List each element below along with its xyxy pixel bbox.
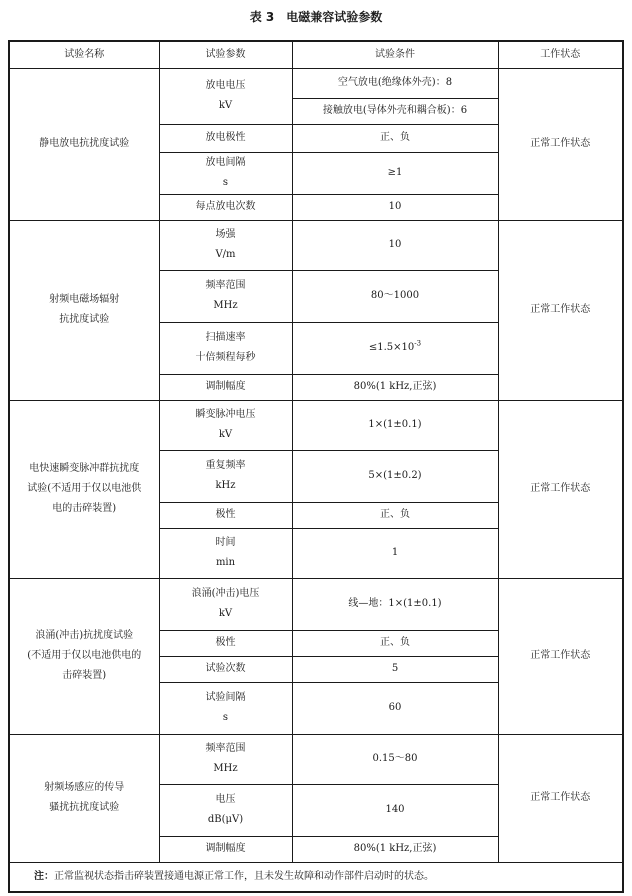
test-param <box>159 124 292 152</box>
condition-value: 60 <box>388 702 402 713</box>
condition-value: 10 <box>388 201 402 212</box>
condition-value: 接触放电(导体外壳和耦合板)：6 <box>322 105 468 116</box>
condition-value: 80～1000 <box>370 290 420 301</box>
test-condition <box>292 68 498 98</box>
test-condition <box>292 528 498 578</box>
condition-value: 140 <box>385 804 405 815</box>
param-name: 瞬变脉冲电压 <box>195 409 256 420</box>
test-condition <box>292 270 498 322</box>
test-condition <box>292 400 498 450</box>
note-label: 注： <box>34 870 54 882</box>
test-condition <box>292 152 498 194</box>
test-name: 电快速瞬变脉冲群抗扰度 试验(不适用于仅以电池供 电的击碎装置) <box>9 400 159 578</box>
test-condition <box>292 734 498 784</box>
work-status: 正常工作状态 <box>498 68 623 220</box>
test-param <box>159 734 292 784</box>
test-name: 射频电磁场辐射 抗扰度试验 <box>9 220 159 400</box>
test-condition <box>292 630 498 656</box>
param-unit: 十倍频程每秒 <box>195 352 256 363</box>
test-condition <box>292 578 498 630</box>
test-name: 静电放电抗扰度试验 <box>9 68 159 220</box>
test-param <box>159 784 292 836</box>
condition-value: 正、负 <box>380 509 410 520</box>
test-param <box>159 374 292 400</box>
test-condition <box>292 784 498 836</box>
param-name: 放电间隔 <box>205 157 246 168</box>
condition-exponent: -3 <box>414 339 422 348</box>
emc-test-table <box>8 40 624 893</box>
condition-value: 5×(1±0.2) <box>368 470 422 481</box>
table-note <box>9 862 623 892</box>
param-name: 浪涌(冲击)电压 <box>191 588 260 599</box>
condition-value: 正、负 <box>380 132 410 143</box>
condition-value: 10 <box>388 239 402 250</box>
work-status: 正常工作状态 <box>498 734 623 862</box>
test-param <box>159 502 292 528</box>
param-unit: s <box>222 177 229 188</box>
param-name: 极性 <box>215 509 236 520</box>
condition-value: 1 <box>391 547 399 558</box>
test-param <box>159 656 292 682</box>
test-name: 浪涌(冲击)抗扰度试验 (不适用于仅以电池供电的 击碎装置) <box>9 578 159 734</box>
test-param <box>159 682 292 734</box>
header-work-status: 工作状态 <box>498 41 623 68</box>
condition-value: 正、负 <box>380 637 410 648</box>
param-name: 频率范围 <box>205 743 246 754</box>
param-unit: kV <box>218 608 233 619</box>
test-condition <box>292 124 498 152</box>
test-param <box>159 68 292 124</box>
test-param <box>159 450 292 502</box>
table-title: 表 3 电磁兼容试验参数 <box>249 10 383 24</box>
param-name: 场强 <box>215 229 236 240</box>
param-name: 试验间隔 <box>205 692 246 703</box>
condition-value: ≥1 <box>387 167 403 178</box>
test-condition <box>292 502 498 528</box>
condition-value: ≤1.5×10 <box>368 342 415 353</box>
param-name: 调制幅度 <box>205 843 246 854</box>
test-param <box>159 152 292 194</box>
param-unit: MHz <box>213 763 238 774</box>
test-param <box>159 220 292 270</box>
param-name: 放电电压 <box>205 80 246 91</box>
condition-value: 1×(1±0.1) <box>368 419 422 430</box>
test-condition <box>292 450 498 502</box>
param-name: 电压 <box>215 794 236 805</box>
condition-value: 80%(1 kHz,正弦) <box>353 843 437 854</box>
test-param <box>159 270 292 322</box>
work-status: 正常工作状态 <box>498 578 623 734</box>
param-name: 时间 <box>215 537 236 548</box>
test-param <box>159 836 292 862</box>
param-name: 每点放电次数 <box>195 201 256 212</box>
test-condition <box>292 98 498 124</box>
param-name: 扫描速率 <box>205 332 246 343</box>
param-name: 放电极性 <box>205 132 246 143</box>
work-status: 正常工作状态 <box>498 220 623 400</box>
param-unit: dB(μV) <box>207 814 244 825</box>
test-param <box>159 528 292 578</box>
param-unit: min <box>215 557 236 568</box>
test-condition <box>292 220 498 270</box>
test-param <box>159 630 292 656</box>
test-condition <box>292 322 498 374</box>
test-name: 射频场感应的传导 骚扰抗扰度试验 <box>9 734 159 862</box>
note-text: 正常监视状态指击碎装置接通电源正常工作，且未发生故障和动作部件启动时的状态。 <box>54 870 434 882</box>
param-name: 调制幅度 <box>205 381 246 392</box>
param-unit: MHz <box>213 300 238 311</box>
header-test-param: 试验参数 <box>159 41 292 68</box>
test-param <box>159 194 292 220</box>
param-name: 极性 <box>215 637 236 648</box>
header-test-condition: 试验条件 <box>292 41 498 68</box>
param-unit: kV <box>218 429 233 440</box>
condition-value: 0.15～80 <box>372 753 418 764</box>
test-condition <box>292 656 498 682</box>
test-param <box>159 322 292 374</box>
param-name: 重复频率 <box>205 460 246 471</box>
param-unit: kV <box>218 100 233 111</box>
test-condition <box>292 374 498 400</box>
param-unit: s <box>222 712 229 723</box>
test-condition <box>292 836 498 862</box>
condition-value: 线—地：1×(1±0.1) <box>348 598 442 609</box>
test-condition <box>292 682 498 734</box>
param-unit: kHz <box>215 480 236 491</box>
param-unit: V/m <box>215 249 236 260</box>
test-param <box>159 578 292 630</box>
work-status: 正常工作状态 <box>498 400 623 578</box>
condition-value: 80%(1 kHz,正弦) <box>353 381 437 392</box>
param-name: 频率范围 <box>205 280 246 291</box>
test-condition <box>292 194 498 220</box>
param-name: 试验次数 <box>205 663 246 674</box>
condition-value: 5 <box>391 663 399 674</box>
condition-value: 空气放电(绝缘体外壳)：8 <box>337 77 453 88</box>
test-param <box>159 400 292 450</box>
header-test-name: 试验名称 <box>9 41 159 68</box>
